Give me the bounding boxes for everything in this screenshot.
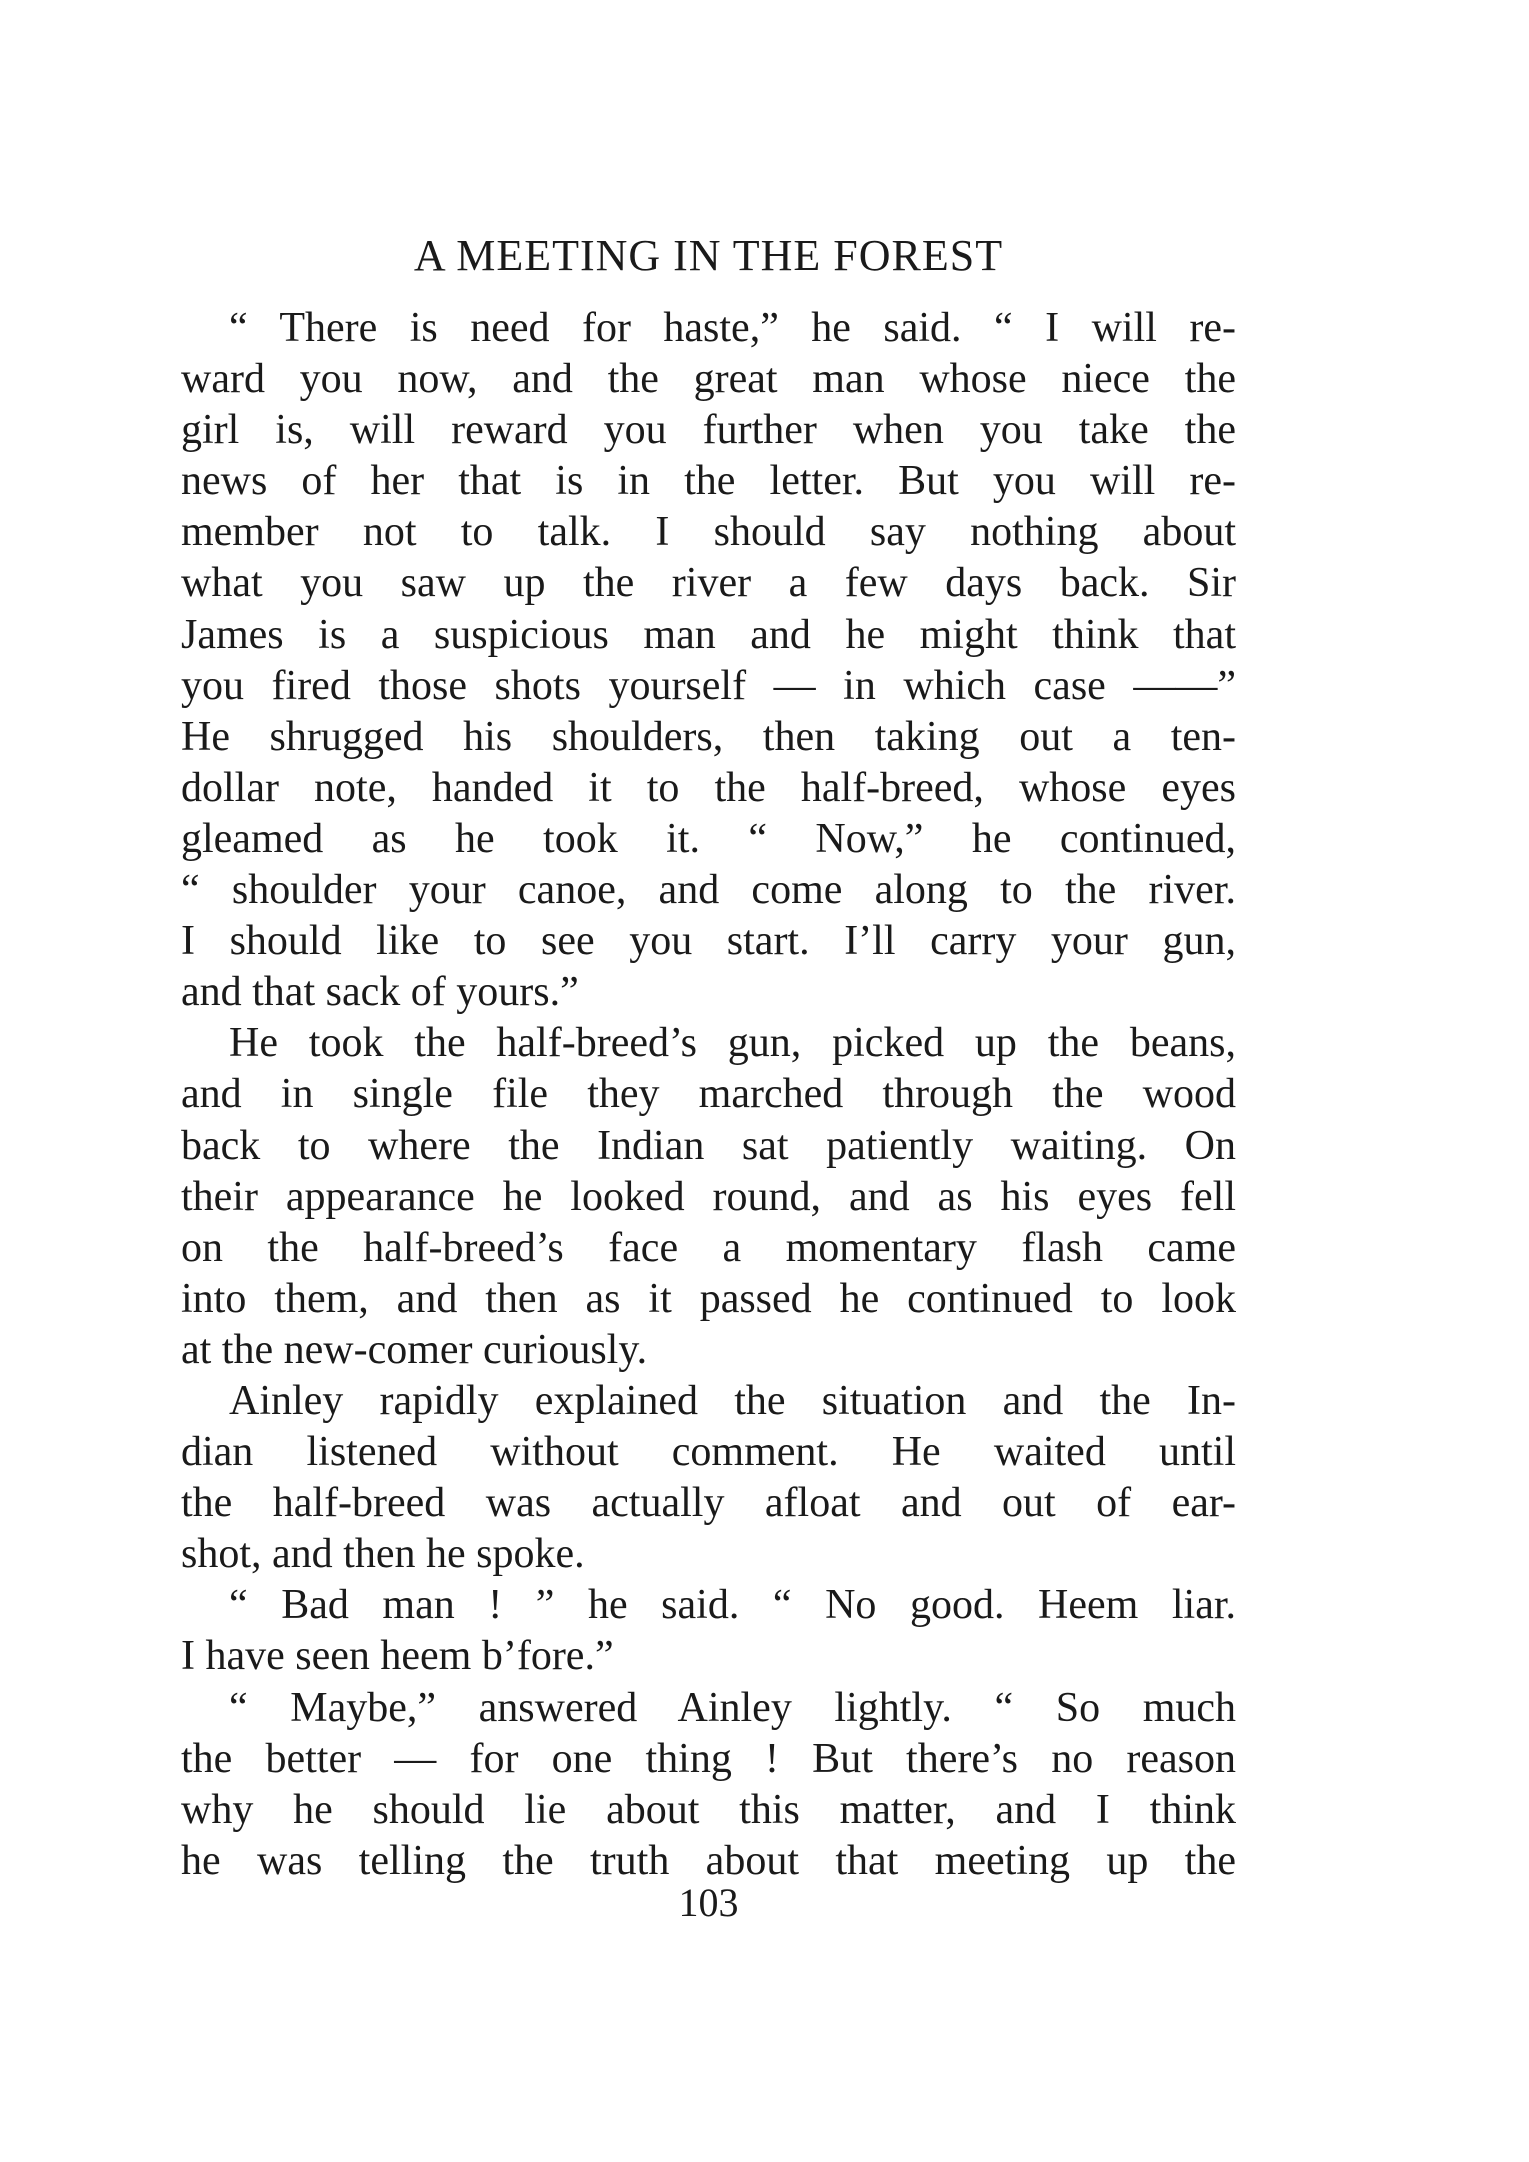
text-line: shot, and then he spoke. <box>181 1531 585 1578</box>
paragraph <box>181 1683 1236 1887</box>
text-line: “ Maybe,” answered Ainley lightly. “ So much <box>229 1684 1236 1731</box>
text-line: on the half-breed’s face a momentary flash came <box>181 1224 1236 1271</box>
text-line: into them, and then as it passed he continued to look <box>181 1275 1236 1322</box>
text-line: why he should lie about this matter, and I think <box>181 1786 1236 1833</box>
text-line: their appearance he looked round, and as his eyes fell <box>181 1173 1236 1220</box>
text-line: what you saw up the river a few days back. Sir <box>181 560 1236 607</box>
text-line: and that sack of yours.” <box>181 969 579 1016</box>
text-line: he was telling the truth about that meeting up the <box>181 1837 1236 1884</box>
paragraph <box>181 303 1236 1018</box>
text-line: dollar note, handed it to the half-breed, whose eyes <box>181 764 1236 811</box>
running-head: A MEETING IN THE FOREST <box>413 231 1004 280</box>
text-line: I should like to see you start. I’ll carry your gun, <box>181 918 1236 965</box>
text-line: girl is, will reward you further when you take the <box>181 407 1236 454</box>
text-line: “ There is need for haste,” he said. “ I will re- <box>229 305 1236 351</box>
page-number: 103 <box>678 1880 739 1925</box>
text-line: James is a suspicious man and he might think that <box>181 611 1236 658</box>
text-line: the half-breed was actually afloat and out of ear- <box>181 1480 1236 1527</box>
text-line: and in single file they marched through the wood <box>181 1071 1236 1118</box>
text-line: He shrugged his shoulders, then taking out a ten- <box>181 713 1236 760</box>
text-line: the better — for one thing ! But there’s no reason <box>181 1735 1236 1782</box>
body-text <box>181 303 1236 1887</box>
paragraph <box>181 1376 1236 1580</box>
text-line: gleamed as he took it. “ Now,” he continued, <box>181 815 1236 862</box>
text-line: at the new-comer curiously. <box>181 1326 648 1373</box>
text-line: back to where the Indian sat patiently waiting. On <box>181 1122 1236 1169</box>
paragraph <box>181 1580 1236 1682</box>
text-line: member not to talk. I should say nothing about <box>181 509 1236 556</box>
text-line: you fired those shots yourself — in which case ——” <box>181 662 1236 709</box>
text-line: He took the half-breed’s gun, picked up the beans, <box>229 1020 1236 1067</box>
text-line: I have seen heem b’fore.” <box>181 1633 614 1680</box>
text-line: “ shoulder your canoe, and come along to the river. <box>181 867 1236 914</box>
paragraph <box>181 1018 1236 1376</box>
text-line: “ Bad man ! ” he said. “ No good. Heem liar. <box>229 1582 1236 1629</box>
text-line: news of her that is in the letter. But you will re- <box>181 458 1236 505</box>
text-line: Ainley rapidly explained the situation and the In- <box>229 1377 1236 1424</box>
text-line: ward you now, and the great man whose niece the <box>181 356 1236 403</box>
text-line: dian listened without comment. He waited until <box>181 1429 1236 1476</box>
